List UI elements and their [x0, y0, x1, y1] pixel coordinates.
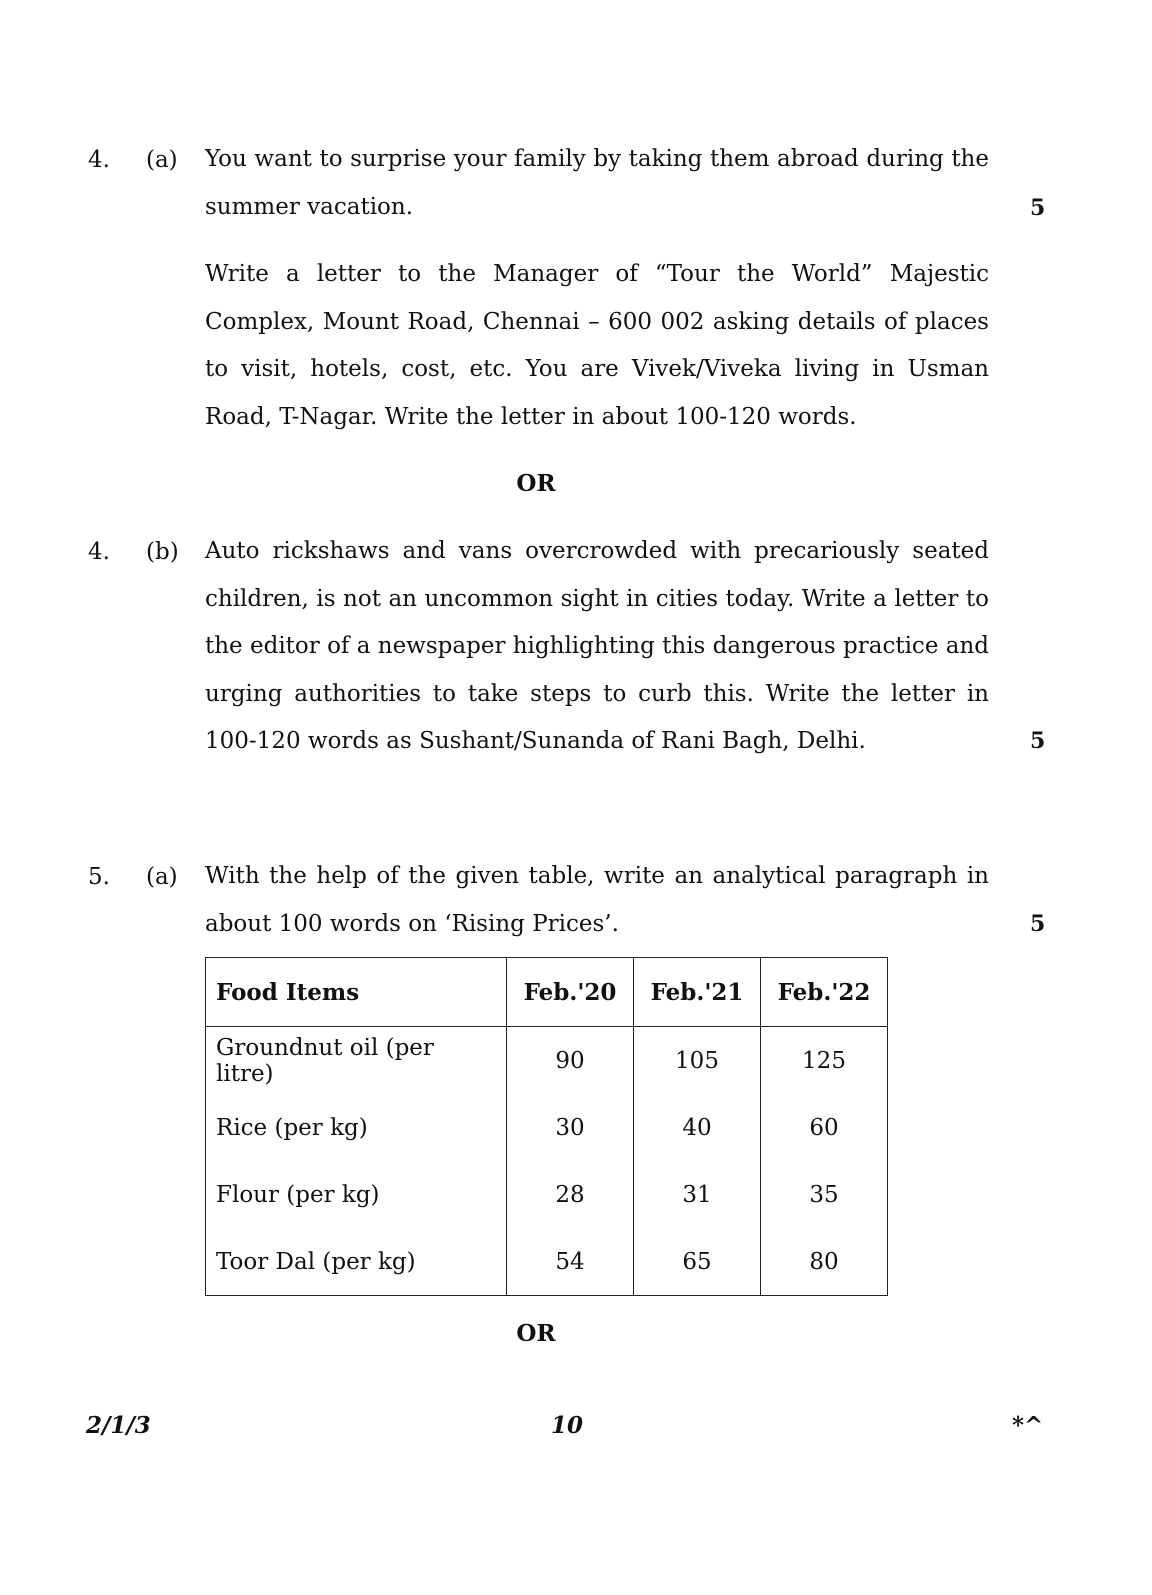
table-cell: 28: [507, 1161, 634, 1228]
table-cell: 30: [507, 1094, 634, 1161]
table-row: [206, 1228, 888, 1296]
table-header-cell: Food Items: [206, 958, 507, 1027]
question-part: (a): [146, 147, 178, 173]
or-divider: OR: [516, 470, 556, 497]
table-cell: 54: [507, 1228, 634, 1296]
table-header-cell: Feb.'21: [634, 958, 761, 1027]
question-part: (b): [146, 539, 179, 565]
table-cell: Toor Dal (per kg): [206, 1228, 507, 1296]
question-number: 4.: [88, 147, 110, 173]
prices-table: [205, 957, 888, 1296]
question-4a-text: You want to surprise your family by taking them abroad during the summer vacation.: [205, 146, 989, 220]
table-cell: Rice (per kg): [206, 1094, 507, 1161]
paper-code: 2/1/3: [86, 1412, 151, 1439]
table-cell: 40: [634, 1094, 761, 1161]
marks-5a: 5: [1030, 911, 1046, 937]
table-cell: 90: [507, 1027, 634, 1095]
question-part: (a): [146, 864, 178, 890]
table-row: [206, 1027, 888, 1095]
table-cell: 35: [761, 1161, 888, 1228]
table-cell: 60: [761, 1094, 888, 1161]
table-row: [206, 1094, 888, 1161]
table-cell: Flour (per kg): [206, 1161, 507, 1228]
page-number: 10: [551, 1412, 584, 1439]
marks-4a: 5: [1030, 195, 1046, 221]
table-cell: 80: [761, 1228, 888, 1296]
table-header-row: [206, 958, 888, 1027]
table-header-cell: Feb.'20: [507, 958, 634, 1027]
question-number: 5.: [88, 864, 110, 890]
table-cell: Groundnut oil (per litre): [206, 1027, 507, 1095]
question-number: 4.: [88, 539, 110, 565]
table-cell: 105: [634, 1027, 761, 1095]
question-4b-text: Auto rickshaws and vans overcrowded with precariously seated children, is not an uncommon sight in cities today. Write a letter to the editor of a newspaper highlighting this dangerous practice and urging authorities to take steps to curb this. Write the letter in 100-120 words as Sushant/Sunanda of Rani Bagh, Delhi.: [205, 538, 989, 754]
question-5a-text: With the help of the given table, write an analytical paragraph in about 100 words on ‘Rising Prices’.: [205, 863, 989, 937]
table-header-cell: Feb.'22: [761, 958, 888, 1027]
table-row: [206, 1161, 888, 1228]
or-divider: OR: [516, 1320, 556, 1347]
marks-4b: 5: [1030, 728, 1046, 754]
footer-mark: *^: [1012, 1412, 1044, 1439]
question-4a-instructions: Write a letter to the Manager of “Tour the World” Majestic Complex, Mount Road, Chennai – 600 002 asking details of places to visit, hotels, cost, etc. You are Vivek/Viveka living in Usman Road, T-Nagar. Write the letter in about 100-120 words.: [205, 261, 989, 430]
table-cell: 65: [634, 1228, 761, 1296]
table-cell: 31: [634, 1161, 761, 1228]
table-cell: 125: [761, 1027, 888, 1095]
